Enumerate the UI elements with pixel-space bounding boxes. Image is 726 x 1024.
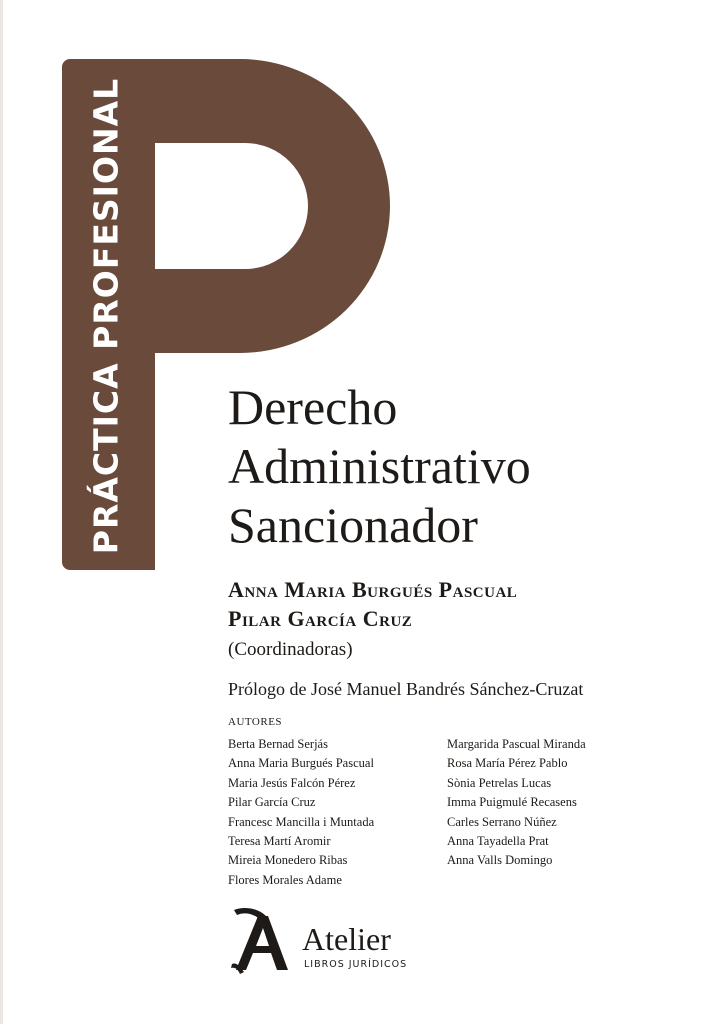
author-name: Rosa María Pérez Pablo bbox=[447, 756, 568, 771]
book-title bbox=[228, 378, 531, 555]
prologue-credit: Prólogo de José Manuel Bandrés Sánchez-Cruzat bbox=[228, 679, 584, 699]
series-label: PRÁCTICA PROFESIONAL bbox=[86, 77, 126, 555]
author-name: Pilar García Cruz bbox=[228, 795, 316, 810]
author-name: Margarida Pascual Miranda bbox=[447, 737, 586, 751]
author-name: Imma Puigmulé Recasens bbox=[447, 795, 577, 810]
authors-column-1 bbox=[228, 735, 374, 890]
author-name: Mireia Monedero Ribas bbox=[228, 853, 348, 868]
author-name: Teresa Martí Aromir bbox=[228, 834, 331, 849]
publisher-logo-block bbox=[228, 906, 428, 978]
coordinator-name: Pilar García Cruz bbox=[228, 606, 413, 631]
author-name: Carles Serrano Núñez bbox=[447, 814, 557, 829]
title-line: Derecho bbox=[228, 379, 398, 435]
coordinators-block bbox=[228, 575, 517, 664]
publisher-name: Atelier bbox=[302, 921, 391, 957]
authors-column-2 bbox=[447, 735, 586, 871]
author-name: Flores Morales Adame bbox=[228, 872, 342, 887]
author-name: Sònia Petrelas Lucas bbox=[447, 775, 552, 790]
publisher-subtitle: LIBROS JURÍDICOS bbox=[304, 959, 408, 970]
title-line: Administrativo bbox=[228, 438, 531, 494]
title-line: Sancionador bbox=[228, 497, 478, 553]
coordinator-name: Anna Maria Burgués Pascual bbox=[228, 577, 518, 602]
atelier-a-logo bbox=[228, 906, 296, 976]
author-name: Anna Valls Domingo bbox=[447, 853, 553, 868]
coordinators-role: (Coordinadoras) bbox=[228, 639, 353, 660]
author-name: Berta Bernad Serjás bbox=[228, 737, 328, 751]
author-name: Anna Maria Burgués Pascual bbox=[228, 756, 374, 771]
author-name: Anna Tayadella Prat bbox=[447, 834, 549, 849]
author-name: Maria Jesús Falcón Pérez bbox=[228, 775, 356, 790]
author-name: Francesc Mancilla i Muntada bbox=[228, 814, 375, 829]
authors-heading: AUTORES bbox=[228, 716, 283, 728]
